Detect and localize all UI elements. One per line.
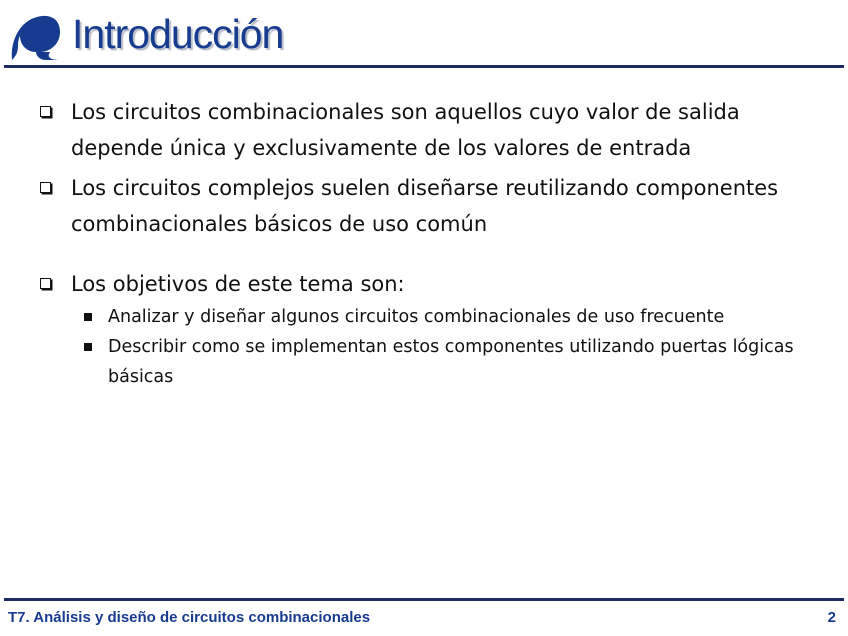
footer-divider xyxy=(4,598,844,601)
footer-title: T7. Análisis y diseño de circuitos combinacionales xyxy=(8,609,371,626)
square-bullet-icon xyxy=(84,313,92,321)
page-title: Introducción xyxy=(72,11,284,57)
bullet-text: Los circuitos combinacionales son aquellos cuyo valor de salida depende única y exclusivamente de los valores de entrada xyxy=(71,100,740,160)
bullet-text: Los circuitos complejos suelen diseñarse reutilizando componentes combinacionales básicos de uso común xyxy=(71,176,779,236)
bullet-text: Los objetivos de este tema son: xyxy=(71,272,405,296)
list-item xyxy=(38,170,828,242)
checkbox-bullet-icon xyxy=(40,106,51,117)
list-item xyxy=(82,332,828,392)
header-divider xyxy=(4,65,844,68)
sub-bullet-text: Describir como se implementan estos componentes utilizando puertas lógicas básicas xyxy=(108,337,794,387)
swoosh-logo-icon xyxy=(6,10,64,66)
list-item xyxy=(82,302,828,332)
checkbox-bullet-icon xyxy=(40,278,51,289)
list-item xyxy=(38,94,828,166)
sub-bullet-list xyxy=(38,302,828,392)
checkbox-bullet-icon xyxy=(40,182,51,193)
bullet-list xyxy=(38,94,828,392)
page-number: 2 xyxy=(827,609,836,626)
square-bullet-icon xyxy=(84,343,92,351)
list-item xyxy=(38,266,828,302)
sub-bullet-text: Analizar y diseñar algunos circuitos combinacionales de uso frecuente xyxy=(108,307,725,327)
